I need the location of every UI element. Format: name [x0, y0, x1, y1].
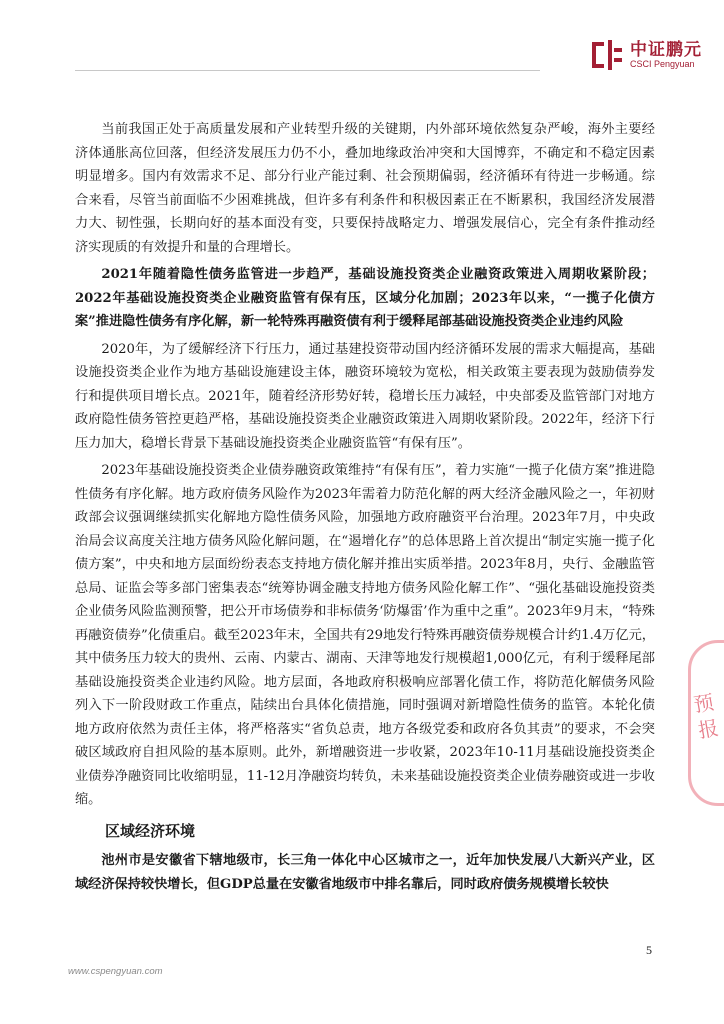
logo-text-chinese: 中证鹏元 — [630, 39, 702, 60]
document-body — [75, 118, 655, 896]
company-logo — [590, 38, 702, 72]
side-stamp-text: 预 报 — [691, 689, 721, 743]
logo-text-english: CSCI Pengyuan — [630, 58, 695, 69]
paragraph-policy-history: 2020年，为了缓解经济下行压力，通过基建投资带动国内经济循环发展的需求大幅提高，基础设施投资类企业作为地方基础设施建设主体，融资环境较为宽松，相关政策主要表现为鼓励债券发行和提供项目增长点。2021年，随着经济形势好转，稳增长压力减轻，中央部委及监管部门对地方政府隐性债务管控更趋严格，基础设施投资类企业融资政策进入周期收紧阶段。2022年，经济下行压力加大，稳增长背景下基础设施投资类企业融资监管“有保有压”。 — [75, 341, 655, 451]
section-title: 区域经济环境 — [105, 821, 196, 840]
paragraph-policy-summary: 2021年随着隐性债务监管进一步趋严，基础设施投资类企业融资政策进入周期收紧阶段；2022年基础设施投资类企业融资监管有保有压，区域分化加剧；2023年以来，“一揽子化债方案”推进隐性债务有序化解，新一轮特殊再融资债有利于缓释尾部基础设施投资类企业违约风险 — [75, 267, 655, 329]
header-divider — [75, 70, 540, 71]
page-number: 5 — [646, 943, 652, 957]
section-lead-summary: 池州市是安徽省下辖地级市，长三角一体化中心区城市之一，近年加快发展八大新兴产业，区域经济保持较快增长，但GDP总量在安徽省地级市中排名靠后，同时政府债务规模增长较快 — [75, 853, 655, 892]
paragraph-2023-policy: 2023年基础设施投资类企业债券融资政策维持“有保有压”，着力实施“一揽子化债方案”推进隐性债务有序化解。地方政府债务风险作为2023年需着力防范化解的两大经济金融风险之一，年初财政部会议强调继续抓实化解地方隐性债务风险，加强地方政府融资平台治理。2023年7月，中央政治局会议高度关注地方债务风险化解问题，在“遏增化存”的总体思路上首次提出“制定实施一揽子化债方案”，中央和地方层面纷纷表态支持地方债化解并推出实质举措。2023年8月，央行、金融监管总局、证监会等多部门密集表态“统筹协调金融支持地方债务风险化解工作”、“强化基础设施投资类企业债务风险监测预警，把公开市场债券和非标债务‘防爆雷’作为重中之重”。2023年9月末，“特殊再融资债券”化债重启。截至2023年末，全国共有29地发行特殊再融资债券规模合计约1.4万亿元，其中债务压力较大的贵州、云南、内蒙古、湖南、天津等地发行规模超1,000亿元，有利于缓释尾部基础设施投资类企业违约风险。地方层面，各地政府积极响应部署化债工作，将防范化解债务风险列入下一阶段财政工作重点，陆续出台具体化债措施，同时强调对新增隐性债务的监管。本轮化债地方政府依然为责任主体，将严格落实“省负总责，地方各级党委和政府各负其责”的要求，不会突破区域政府自担风险的基本原则。此外，新增融资进一步收紧，2023年10-11月基础设施投资类企业债券净融资同比收缩明显，11-12月净融资均转负，未来基础设施投资类企业债券融资或进一步收缩。 — [75, 463, 655, 807]
paragraph-economy-outlook: 当前我国正处于高质量发展和产业转型升级的关键期，内外部环境依然复杂严峻，海外主要经济体通胀高位回落，但经济发展压力仍不小，叠加地缘政治冲突和大国博弈，不确定和不稳定因素明显增多。国内有效需求不足、部分行业产能过剩、社会预期偏弱，经济循环有待进一步畅通。综合来看，尽管当前面临不少困难挑战，但许多有利条件和积极因素正在不断累积，我国经济发展潜力大、韧性强，长期向好的基本面没有变，只要保持战略定力、增强发展信心，完全有条件推动经济实现质的有效提升和量的合理增长。 — [75, 122, 655, 255]
logo-mark-icon — [590, 38, 624, 72]
footer-url: www.cspengyuan.com — [68, 966, 163, 977]
